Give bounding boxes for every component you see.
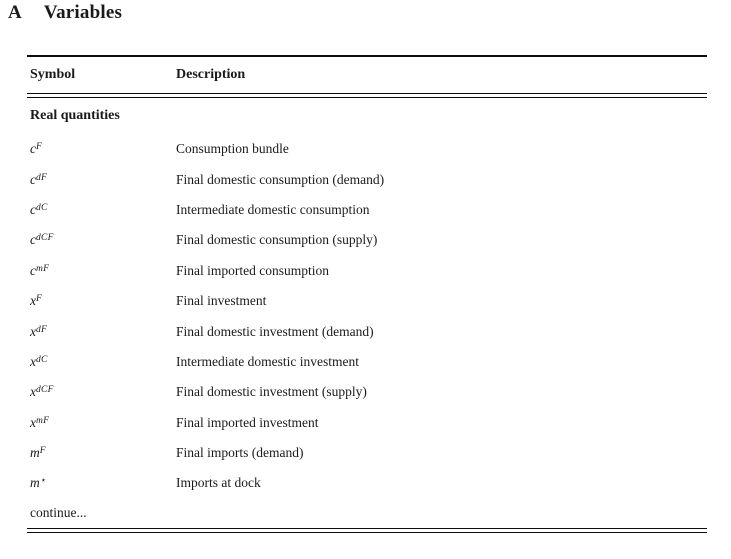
- table-row: [27, 347, 707, 377]
- description-cell: Final investment: [176, 293, 267, 309]
- table-bottom-rule: [27, 528, 707, 533]
- symbol-cell: $x^{dCF}$: [30, 384, 54, 400]
- column-header-description: Description: [176, 67, 246, 82]
- description-cell: Consumption bundle: [176, 141, 289, 157]
- description-cell: Intermediate domestic consumption: [176, 201, 370, 217]
- description-cell: Imports at dock: [176, 475, 261, 491]
- symbol-cell: $c^{dC}$: [30, 201, 48, 217]
- description-cell: Final imports (demand): [176, 445, 304, 461]
- table-row: [27, 164, 707, 194]
- table-row: [27, 286, 707, 316]
- description-cell: Intermediate domestic investment: [176, 353, 359, 369]
- table-row: [27, 377, 707, 407]
- symbol-cell: $c^{dCF}$: [30, 232, 54, 248]
- symbol-cell: $x^F$: [30, 293, 43, 309]
- description-cell: Final domestic investment (demand): [176, 323, 374, 339]
- variables-table: [27, 55, 707, 533]
- description-cell: Final imported investment: [176, 414, 319, 430]
- symbol-cell: m⋆: [30, 475, 46, 491]
- table-row: [27, 134, 707, 164]
- table-row: [27, 195, 707, 225]
- symbol-cell: $x^{dF}$: [30, 323, 48, 339]
- symbol-cell: $x^{dC}$: [30, 353, 48, 369]
- table-row: [27, 225, 707, 255]
- table-row: [27, 438, 707, 468]
- description-cell: Final domestic investment (supply): [176, 384, 367, 400]
- section-label: A: [8, 2, 22, 23]
- column-header-symbol: Symbol: [30, 67, 76, 82]
- group-header-real-quantities: Real quantities: [30, 108, 120, 123]
- description-cell: Final imported consumption: [176, 262, 329, 278]
- description-cell: Final domestic consumption (supply): [176, 232, 378, 248]
- table-continue-note: continue...: [30, 505, 87, 521]
- section-heading: [8, 2, 122, 24]
- section-title: Variables: [43, 2, 123, 23]
- symbol-cell: $c^{dF}$: [30, 171, 48, 187]
- description-cell: Final domestic consumption (demand): [176, 171, 385, 187]
- table-row: [27, 316, 707, 346]
- symbol-cell: $m^F$: [30, 445, 46, 461]
- table-header-row: [27, 57, 707, 93]
- table-row: [27, 408, 707, 438]
- symbol-cell: $c^{mF}$: [30, 262, 50, 278]
- symbol-cell: $c^F$: [30, 141, 43, 157]
- table-body: [27, 134, 707, 499]
- symbol-cell: $x^{mF}$: [30, 414, 50, 430]
- table-row: [27, 468, 707, 498]
- table-row: [27, 256, 707, 286]
